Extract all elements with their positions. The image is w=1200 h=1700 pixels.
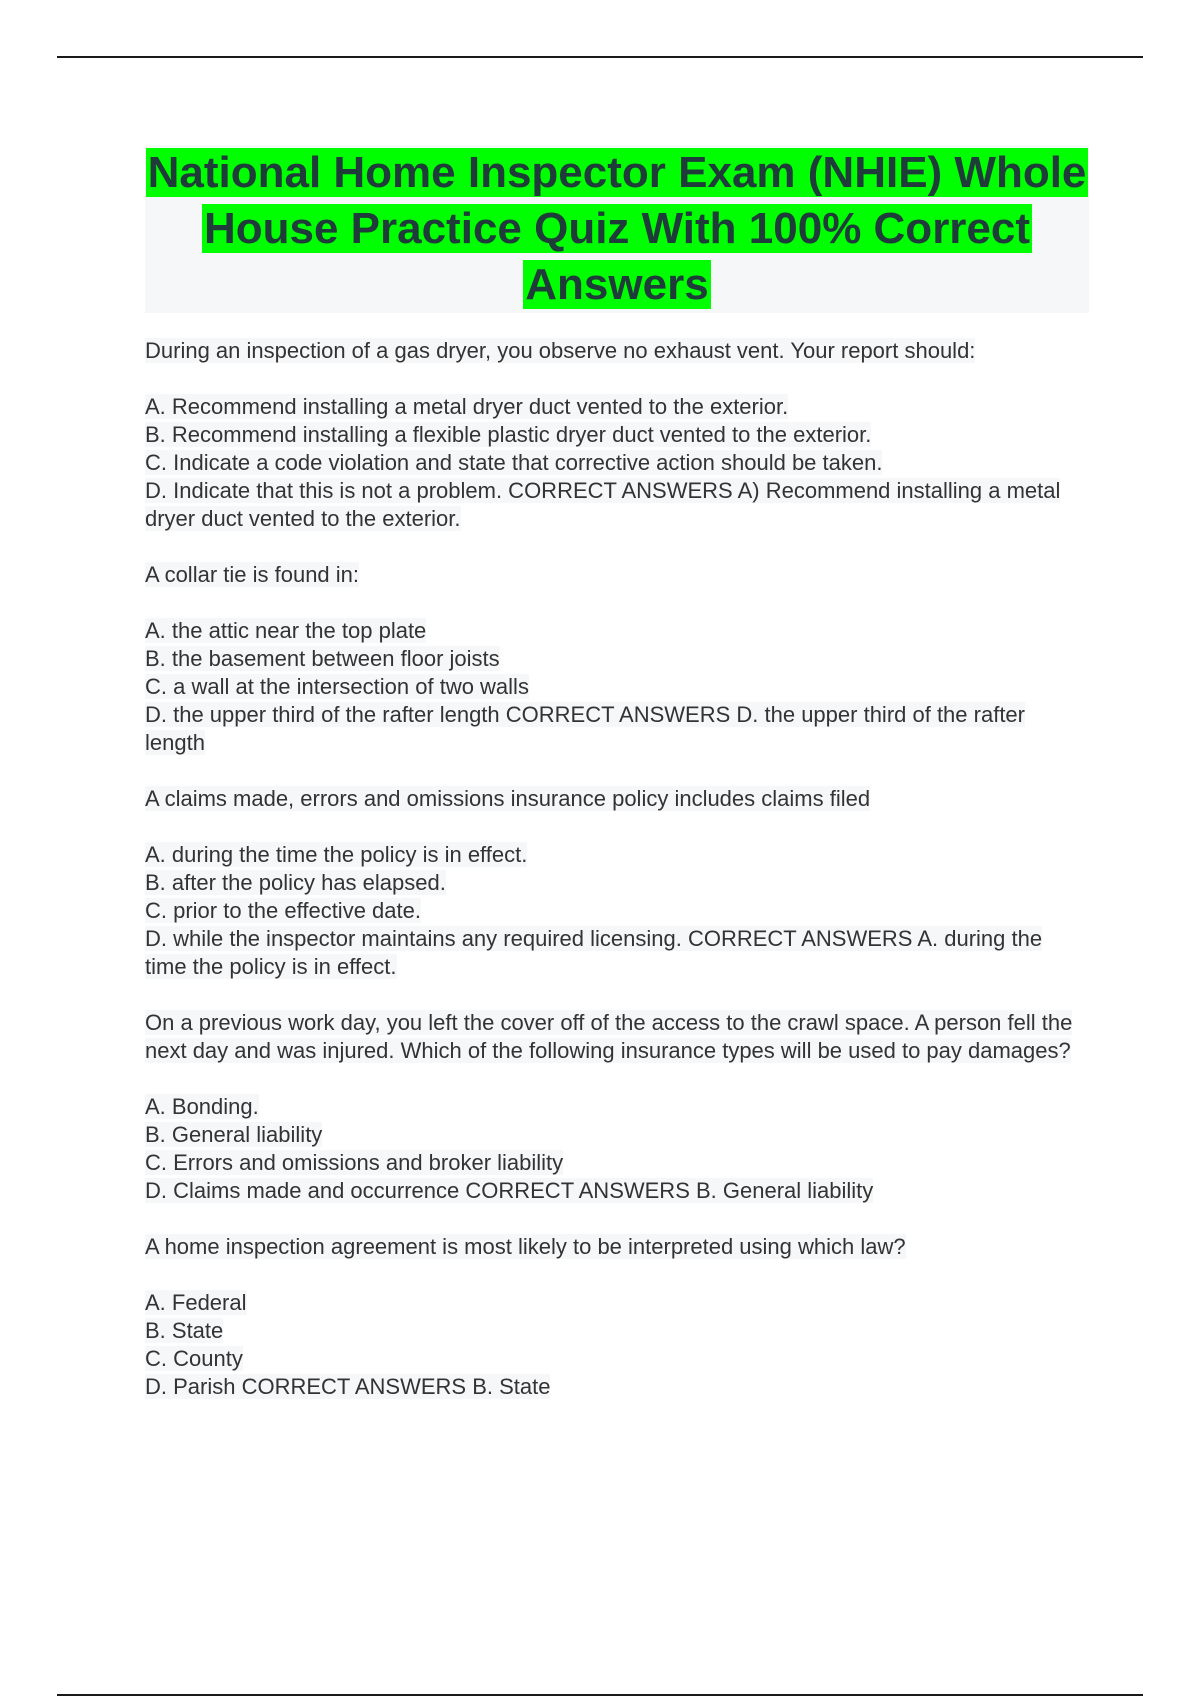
option-a: A. the attic near the top plate [145,618,427,643]
question-5 [145,1233,1089,1401]
option-d-with-answer: D. while the inspector maintains any required licensing. CORRECT ANSWERS A. during the time the policy is in effect. [145,926,1043,979]
title-block [145,145,1089,313]
answer-options [145,393,1089,533]
answer-options [145,1093,1089,1205]
option-b: B. after the policy has elapsed. [145,870,446,895]
bottom-rule [57,1694,1143,1696]
option-a: A. during the time the policy is in effect. [145,842,528,867]
option-a: A. Bonding. [145,1094,259,1119]
option-c: C. a wall at the intersection of two walls [145,674,529,699]
option-d-with-answer: D. the upper third of the rafter length CORRECT ANSWERS D. the upper third of the rafter length [145,702,1025,755]
question-text: A home inspection agreement is most likely to be interpreted using which law? [145,1234,906,1259]
question-3 [145,785,1089,981]
option-d-with-answer: D. Claims made and occurrence CORRECT ANSWERS B. General liability [145,1178,874,1203]
question-1 [145,337,1089,533]
option-d-with-answer: D. Indicate that this is not a problem. CORRECT ANSWERS A) Recommend installing a metal dryer duct vented to the exterior. [145,478,1061,531]
answer-options [145,1289,1089,1401]
question-2 [145,561,1089,757]
question-text: A claims made, errors and omissions insurance policy includes claims filed [145,786,871,811]
answer-options [145,617,1089,757]
option-b: B. State [145,1318,224,1343]
question-text: On a previous work day, you left the cover off of the access to the crawl space. A person fell the next day and was injured. Which of the following insurance types will be used to pay damages? [145,1010,1073,1063]
question-text: During an inspection of a gas dryer, you observe no exhaust vent. Your report should: [145,338,976,363]
option-c: C. prior to the effective date. [145,898,421,923]
option-c: C. Errors and omissions and broker liability [145,1150,564,1175]
question-4 [145,1009,1089,1205]
option-a: A. Federal [145,1290,247,1315]
option-c: C. County [145,1346,243,1371]
quiz-content [145,337,1089,1429]
option-a: A. Recommend installing a metal dryer duct vented to the exterior. [145,394,789,419]
option-c: C. Indicate a code violation and state that corrective action should be taken. [145,450,883,475]
answer-options [145,841,1089,981]
option-b: B. the basement between floor joists [145,646,500,671]
option-b: B. General liability [145,1122,323,1147]
option-b: B. Recommend installing a flexible plastic dryer duct vented to the exterior. [145,422,872,447]
document-title: National Home Inspector Exam (NHIE) Whole House Practice Quiz With 100% Correct Answers [147,148,1087,309]
option-d-with-answer: D. Parish CORRECT ANSWERS B. State [145,1374,551,1399]
top-rule [57,56,1143,58]
question-text: A collar tie is found in: [145,562,360,587]
